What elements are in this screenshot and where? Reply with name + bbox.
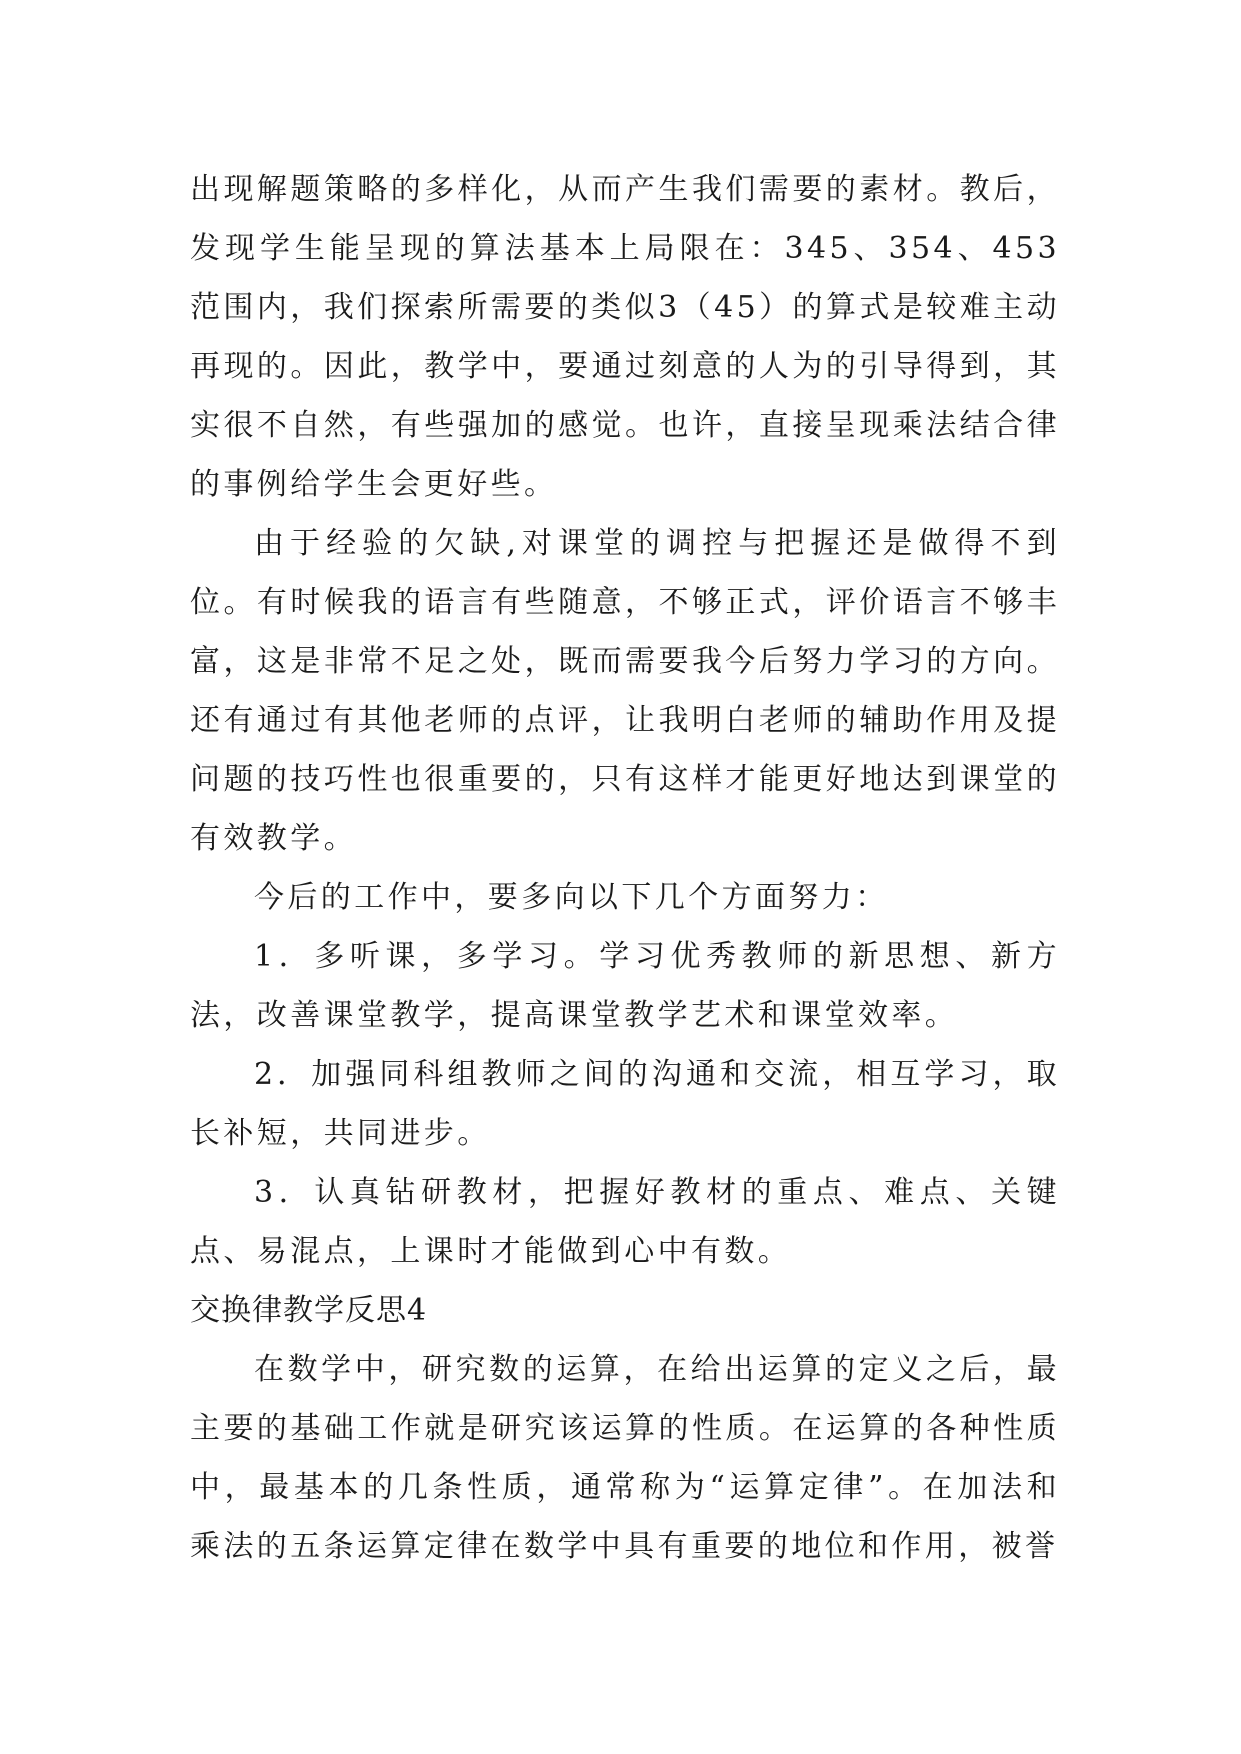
- document-body: [190, 160, 1060, 1576]
- list-item-3: 3．认真钻研教材，把握好教材的重点、难点、关键点、易混点，上课时才能做到心中有数。: [190, 1175, 1060, 1269]
- paragraph-continuation: 出现解题策略的多样化，从而产生我们需要的素材。教后，发现学生能呈现的算法基本上局限在：345、354、453范围内，我们探索所需要的类似3（45）的算式是较难主动再现的。因此，教学中，要通过刻意的人为的引导得到，其实很不自然，有些强加的感觉。也许，直接呈现乘法结合律的事例给学生会更好些。: [190, 172, 1060, 502]
- section-title: 交换律教学反思4: [190, 1293, 428, 1328]
- paragraph-experience: 由于经验的欠缺,对课堂的调控与把握还是做得不到位。有时候我的语言有些随意，不够正式，评价语言不够丰富，这是非常不足之处，既而需要我今后努力学习的方向。还有通过有其他老师的点评，让我明白老师的辅助作用及提问题的技巧性也很重要的，只有这样才能更好地达到课堂的有效教学。: [190, 526, 1060, 856]
- paragraph-future-work: 今后的工作中，要多向以下几个方面努力：: [254, 880, 889, 915]
- list-item-1: 1．多听课，多学习。学习优秀教师的新思想、新方法，改善课堂教学，提高课堂教学艺术和课堂效率。: [190, 939, 1060, 1033]
- section-paragraph: 在数学中，研究数的运算，在给出运算的定义之后，最主要的基础工作就是研究该运算的性质。在运算的各种性质中，最基本的几条性质，通常称为“运算定律”。在加法和乘法的五条运算定律在数学中具有重要的地位和作用，被誉: [190, 1352, 1060, 1564]
- list-item-2: 2．加强同科组教师之间的沟通和交流，相互学习，取长补短，共同进步。: [190, 1057, 1060, 1151]
